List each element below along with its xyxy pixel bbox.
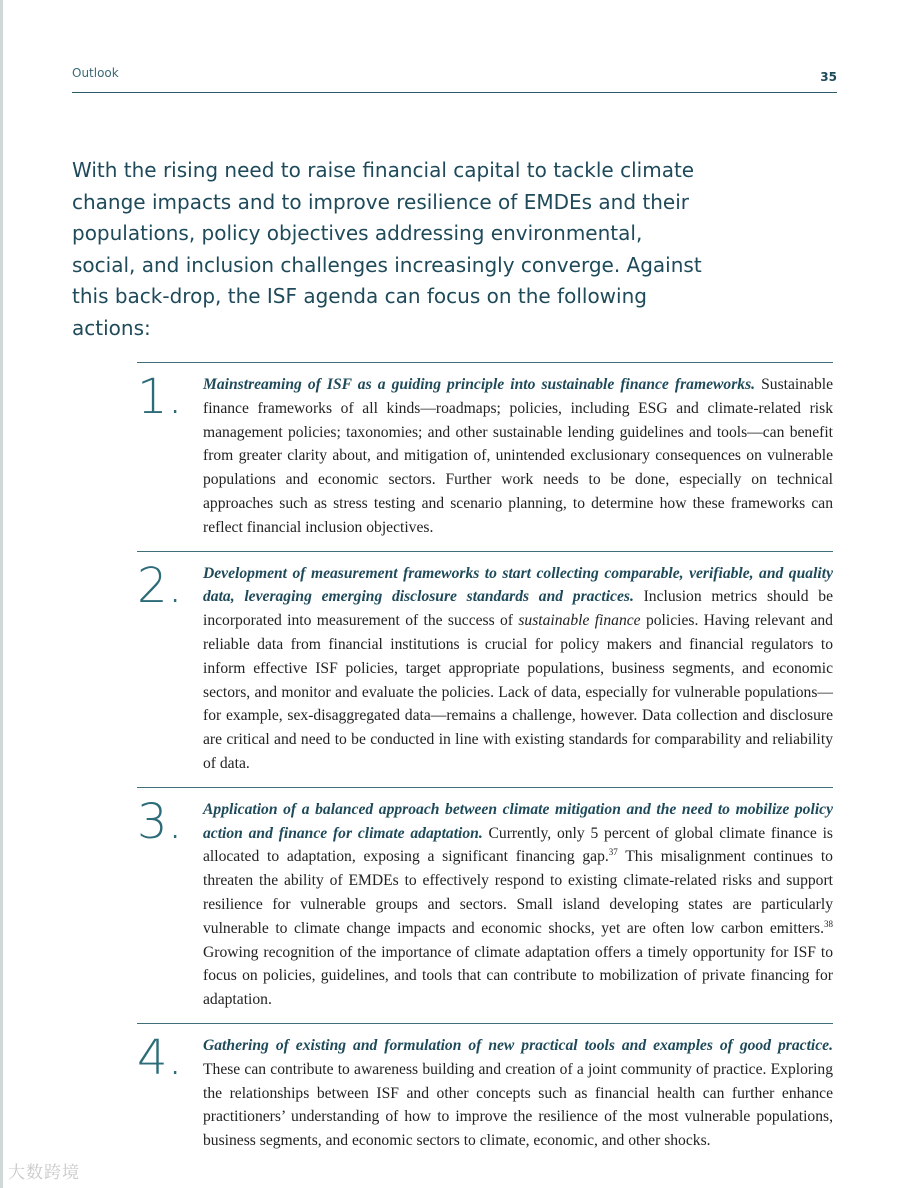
page-edge-rule — [0, 0, 3, 1188]
action-item-2 — [137, 551, 833, 787]
action-item-3 — [137, 787, 833, 1023]
action-text — [203, 1034, 833, 1153]
action-body-emphasis: sustainable finance — [518, 612, 641, 630]
actions-list — [137, 362, 833, 1164]
action-heading: Development of measurement frameworks to start collecting comparable, verifiable, and quality data, leveraging emerging disclosure standards and practices. — [203, 564, 833, 606]
action-item-1 — [137, 362, 833, 551]
action-body: Inclusion metrics should be incorporated into measurement of the success of — [203, 588, 833, 630]
action-heading: Mainstreaming of ISF as a guiding principle into sustainable finance frameworks. — [203, 376, 756, 393]
action-heading: Application of a balanced approach between climate mitigation and the need to mobilize policy action and finance for climate adaptation. — [203, 800, 833, 842]
action-text — [203, 373, 833, 540]
action-number: 2. — [137, 557, 183, 614]
intro-paragraph: With the rising need to raise financial capital to tackle climate change impacts and to improve resilience of EMDEs and their populations, policy objectives addressing environmental, social, and inclusion challenges increasingly converge. Against this back-drop, the ISF agenda can focus on the following actions: — [72, 158, 702, 340]
action-body: policies. Having relevant and reliable data from financial institutions is crucial for policy makers and financial regulators to inform effective ISF policies, target appropriate populations, business segments, and economic sectors, and monitor and evaluate the policies. Lack of data, especially for vulnerable populations—for example, sex-disaggregated data—remains a challenge, however. Data collection and disclosure are critical and need to be conducted in line with existing standards for comparability and reliability of data. — [203, 612, 833, 772]
watermark: 大数跨境 — [8, 1163, 80, 1183]
page-number: 35 — [820, 70, 837, 84]
action-number: 1. — [137, 369, 183, 425]
action-body: Growing recognition of the importance of climate adaptation offers a timely opportunity for ISF to focus on policies, guidelines, and tools that can contribute to mobilization of private financing for adaptation. — [203, 943, 833, 1009]
action-number: 3. — [137, 793, 183, 850]
action-body: This misalignment continues to threaten the ability of EMDEs to effectively respond to existing climate-related risks and support resilience for vulnerable groups and sectors. Small island developing states are particularly vulnerable to climate change impacts and economic shocks, yet are often low carbon emitters. — [203, 848, 833, 937]
action-item-4 — [137, 1023, 833, 1164]
action-body: Currently, only 5 percent of global climate finance is allocated to adaptation, exposing a significant financing gap. — [203, 824, 833, 866]
action-text — [203, 798, 833, 1012]
running-header — [72, 64, 837, 93]
section-label: Outlook — [72, 66, 119, 80]
action-heading: Gathering of existing and formulation of new practical tools and examples of good practice. — [203, 1036, 833, 1054]
action-text — [203, 562, 833, 776]
footnote-ref[interactable]: 38 — [824, 918, 833, 929]
action-number: 4. — [137, 1029, 183, 1086]
footnote-ref[interactable]: 37 — [608, 847, 618, 858]
action-body: Sustainable finance frameworks of all kinds—roadmaps; policies, including ESG and climate-related risk management policies; taxonomies; and other sustainable lending guidelines and tools—can benefit from greater clarity about, and mitigation of, unintended exclusionary consequences on vulnerable populations and economic sectors. Further work needs to be done, especially on technical approaches such as stress testing and scenario planning, to determine how these frameworks can reflect financial inclusion objectives. — [203, 376, 833, 536]
action-body: These can contribute to awareness building and creation of a joint community of practice. Exploring the relationships between ISF and other concepts such as financial health can further enhance practitioners’ understanding of how to improve the resilience of the most vulnerable populations, business segments, and economic sectors to climate, economic, and other shocks. — [203, 1060, 833, 1150]
